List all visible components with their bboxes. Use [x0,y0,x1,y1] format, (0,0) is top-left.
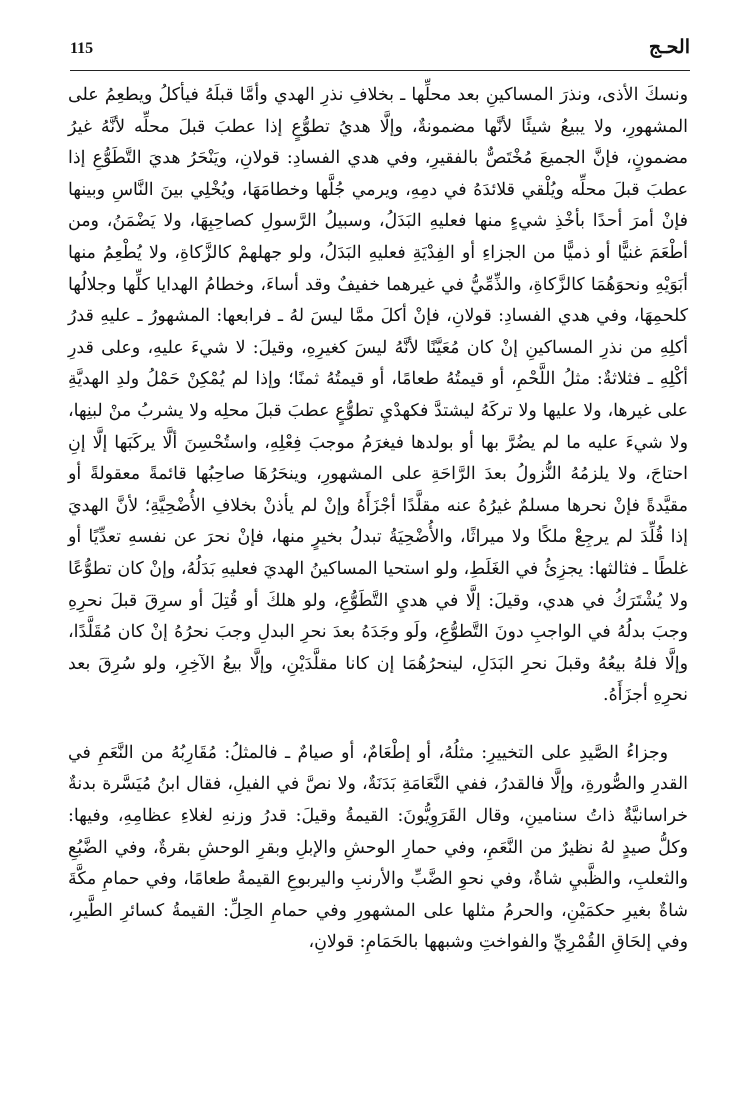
page-header [70,36,690,71]
running-title: الحـج [648,36,690,58]
paragraph: ونسكَ الأذى، ونذرَ المساكينِ بعد محلِّها ـ بخلافِ نذرِ الهدي وأمَّا قبلَهُ فيأكلُ ويطعِمُ على المشهورِ، ولا يبيعُ شيئًا لأنَّها مضمونةٌ، وإلَّا هديُ تطوُّعٍ إذا عطبَ قبلَ محلِّه لأنَّهُ غيرُ مضمونٍ، فإنَّ الجميعَ مُخْتَصٌّ بالفقيرِ، وفي هدي الفسادِ: قولانِ، ويَنْحَرُ هديَ التَّطَوُّعِ إذا عطبَ قبلَ محلِّه ويُلْقي قلائدَهُ في دمِهِ، ويرمي جُلَّها وخطامَهَا، ويُخْلِي بينَ النَّاسِ وبينها فإنْ أمرَ أحدًا بأخْذِ شيءٍ منها فعليهِ البَدَلُ، وسبيلُ الرَّسولِ كصاحِبِهَا، ولا يَضْمَنُ، ومن أطْعَمَ غنيًّا أو ذميًّا من الجزاءِ أو الفِدْيَةِ فعليهِ البَدَلُ، ولو جهلهمْ كالزَّكاةِ، ولا يُطْعِمُ منها أبَوَيْهِ ونحوَهُمَا كالزَّكاةِ، والذِّمِّيُّ في غيرهما خفيفٌ وقد أساءَ، وخطامُ الهدايا كلِّها وجلالُها كلحمِهَا، وفي هدي الفسادِ: قولانِ، فإنْ أكلَ ممَّا ليسَ لهُ ـ فرابعها: المشهورُ ـ عليهِ قدرُ أكلِهِ من نذرِ المساكينِ إنْ كان مُعَيَّنًا لأنَّهُ ليسَ كغيرِهِ، وقيلَ: لا شيءَ عليهِ، وعلى قدرِ أكْلِهِ ـ فثلاثةٌ: مثلُ اللَّحْمِ، أو قيمتُهُ طعامًا، أو قيمتُهُ ثمنًا؛ وإذا لم يُمْكِنْ حَمْلُ ولدِ الهديَّةِ على غيرها، ولا عليها ولا تركَهُ ليشتدَّ فكهدْيِ تطوُّعٍ عطبَ قبلَ محلِه ولا يشربُ منْ لبنِها، ولا شيءَ عليه ما لم يضُرَّ بها أو بولدها فيغرَمُ موجبَ فِعْلِهِ، واستُحْسِنَ ألَّا يركَبَها إلَّا إنِ احتاجَ، ولا يلزمُهُ النُّزولُ بعدَ الرَّاحَةِ على المشهورِ، وينحَرُهَا صاحِبُها قائمةً معقولةً أو مقيَّدةً فإنْ نحرها مسلمٌ غيرُهُ عنه مقلَّدًا أجْزَأَهُ وإنْ لم يأذنْ بخلافِ الأُضْحِيَّةِ؛ لأنَّ الهديَ إذا قُلِّدَ لم يرجِعْ ملكًا ولا ميراثًا، والأُضْحِيَةُ تبدلُ بخيرٍ منها، فإنْ نحرَ عن نفسهِ تعدِّيًا أو غلطًا ـ فثالثها: يجزِئُ في الغَلَطِ، ولو استحيا المساكينُ الهديَ فعليهِ بَدَلُهُ، وإنْ كان تطوُّعًا ولا يُشْتَرَكُ في هدي، وقيلَ: إلَّا في هديِ التَّطَوُّعِ، ولو هلكَ أو قُتِلَ أو سرِقَ قبلَ نحرِهِ وجبَ بدلُهُ في الواجبِ دونَ التَّطوُّعِ، ولَو وجَدَهُ بعدَ نحرِ البدلِ وجبَ نحرُهُ إنْ كان مُقَلَّدًا، وإلَّا فلهُ بيعُهُ وقبلَ نحرِ البَدَلِ، لينحرُهُمَا إن كانا مقلَّدَيْنِ، وإلَّا بيعُ الآخِرِ، ولو سُرِقَ بعد نحرِهِ أجزَأَهُ. [68,85,688,706]
body-text [68,80,688,959]
paragraph: وجزاءُ الصَّيدِ على التخييرِ: مثلُهُ، أو إطْعَامٌ، أو صيامٌ ـ فالمثلُ: مُقَارِبُهُ من النَّعَمِ في القدرِ والصُّورةِ، وإلَّا فالقدرُ، ففي النَّعَامَةِ بَدَنَةٌ، ولا نصَّ في الفيلِ، فقال ابنُ مُيَسَّرة بدنةٌ خراسانيَّةٌ ذاتُ سنامينِ، وقال القَرَوِيُّونَ: القيمةُ وقيلَ: قدرُ وزنهِ لغلاءِ عظامِهِ، وفيها: وكلُّ صيدٍ لهُ نظيرٌ من النَّعَمِ، وفي حمارِ الوحشِ والإبلِ وبقرِ الوحشِ بقرةٌ، وفي الضَّبُعِ والثعلبِ، والظَّبيِ شاةٌ، وفي نحوِ الضَّبِّ والأرنبِ واليربوعِ القيمةُ طعامًا، وفي حمامِ مكَّةَ شاةٌ بغيرِ حكمَيْنِ، والحرمُ مثلها على المشهورِ وفي حمامِ الحِلِّ: القيمةُ كسائرِ الطَّيرِ، وفي إلحَاقِ القُمْرِيِّ والفواختِ وشبهها بالحَمَامِ: قولانِ، [68,742,688,953]
page-number: 115 [70,40,94,57]
